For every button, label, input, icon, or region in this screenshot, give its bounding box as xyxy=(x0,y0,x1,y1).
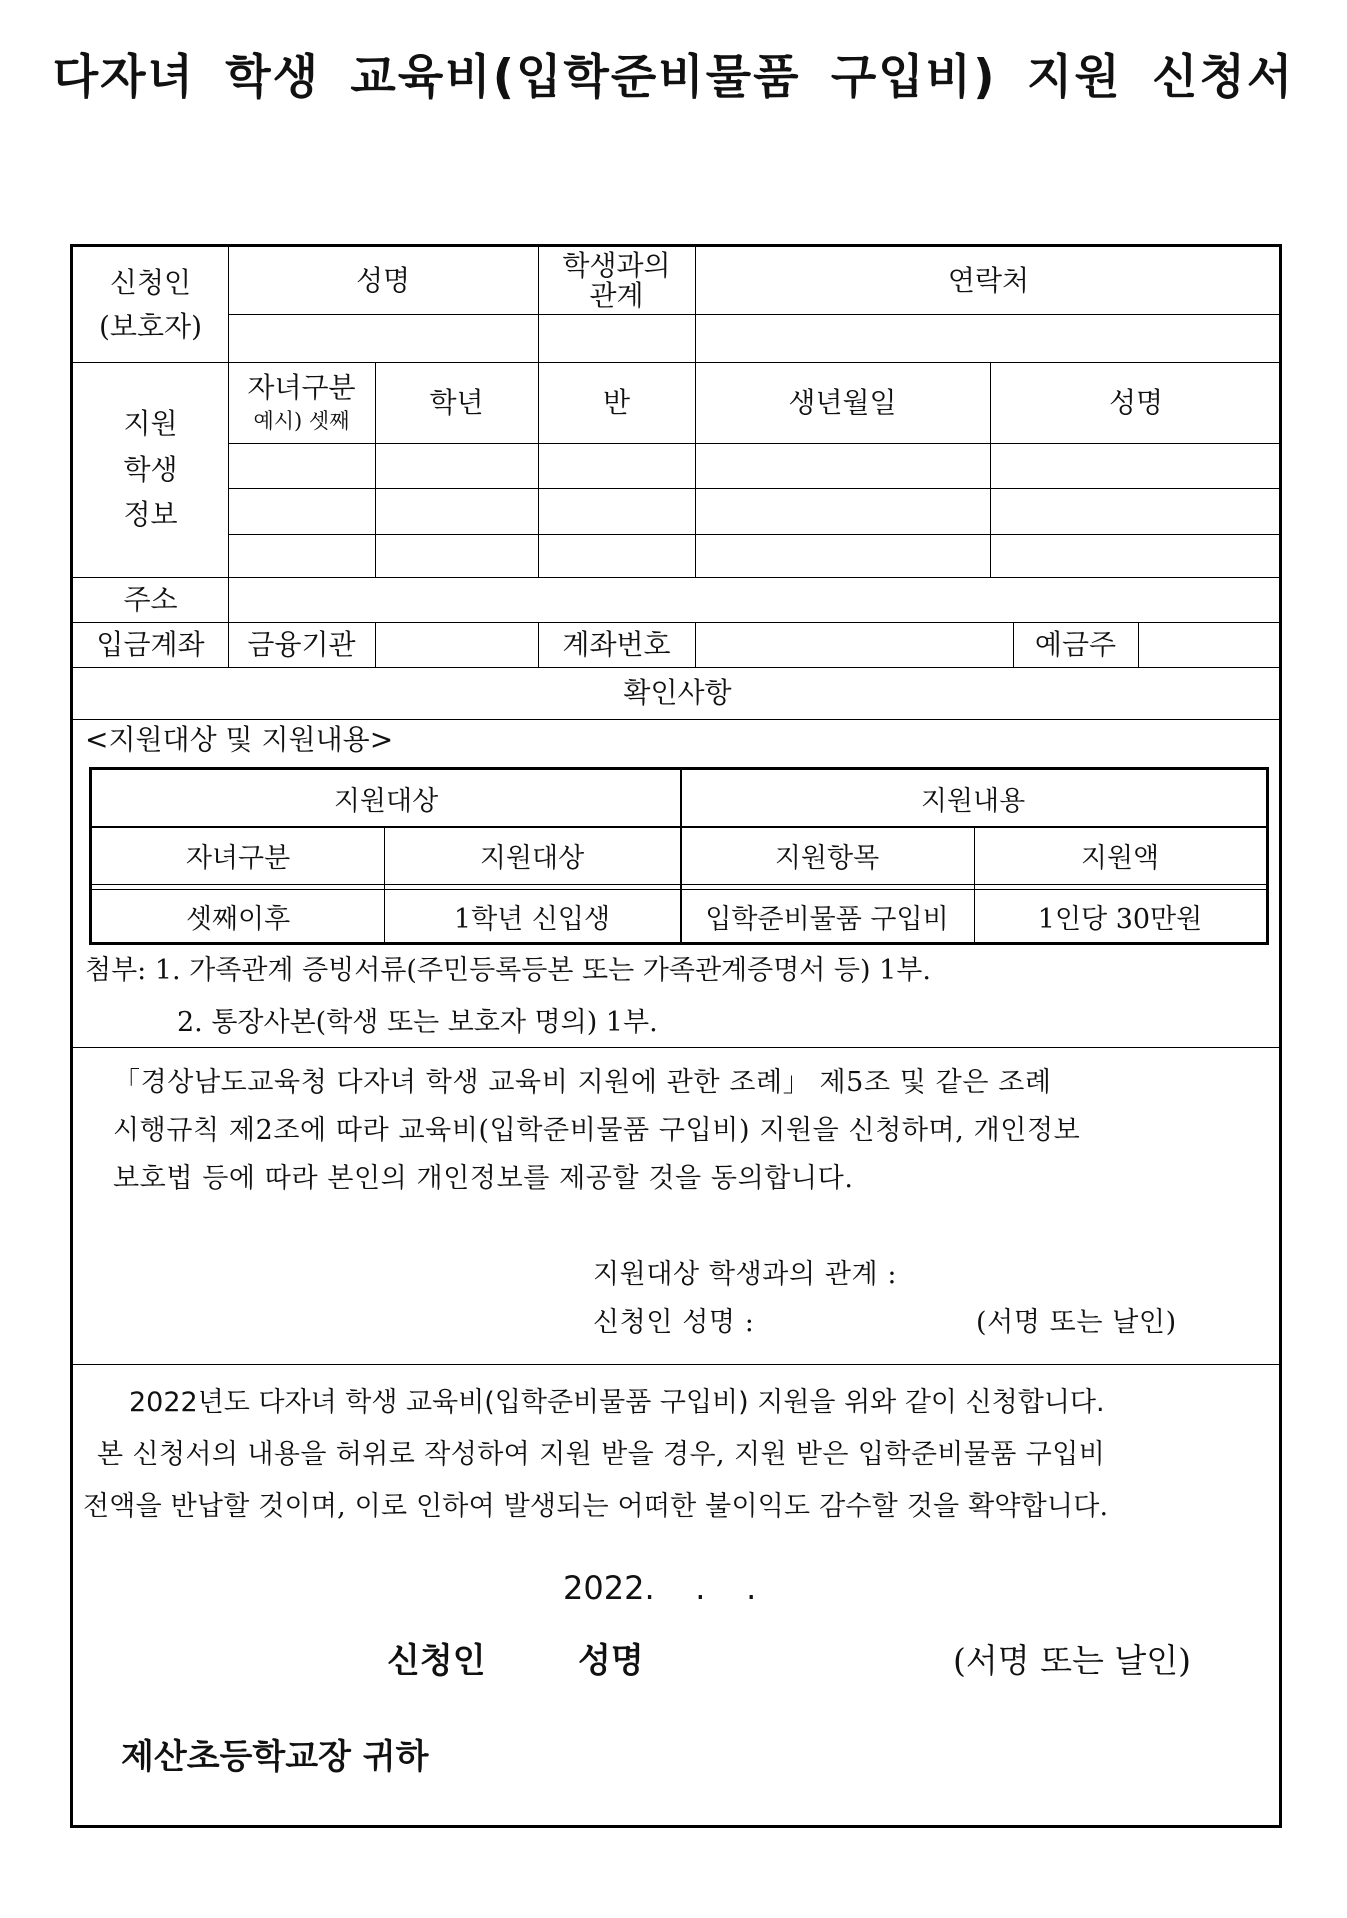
application-form xyxy=(70,244,1282,1828)
divider xyxy=(228,534,1282,535)
consent-line-2: 시행규칙 제2조에 따라 교육비(입학준비물품 구입비) 지원을 신청하며, 개인정보 xyxy=(113,1115,1081,1146)
support-heading: <지원대상 및 지원내용> xyxy=(85,723,394,756)
declaration-text: 2022년도 다자녀 학생 교육비(입학준비물품 구입비) 지원을 위와 같이 신청합니다. xyxy=(129,1387,1105,1418)
support-cell-target: 1학년 신입생 xyxy=(453,903,611,935)
attachment-line-1: 첨부: 1. 가족관계 증빙서류(주민등록등본 또는 가족관계증명서 등) 1부. xyxy=(85,955,931,986)
support-header-target: 지원대상 xyxy=(479,842,585,874)
account-holder-field[interactable] xyxy=(1140,624,1280,665)
applicant-label xyxy=(73,247,228,362)
consent-relation-label: 지원대상 학생과의 관계 : xyxy=(593,1259,898,1290)
consent-line-3: 보호법 등에 따라 본인의 개인정보를 제공할 것을 동의합니다. xyxy=(113,1163,854,1194)
divider xyxy=(73,1047,1282,1048)
bank-label: 금융기관 xyxy=(247,627,356,661)
confirm-header: 확인사항 xyxy=(623,676,732,710)
applicant-contact-field[interactable] xyxy=(697,316,1280,360)
birthdate-header: 생년월일 xyxy=(788,385,897,419)
declaration-line-2: 본 신청서의 내용을 허위로 작성하여 지원 받을 경우, 지원 받은 입학준비물품 구입비 xyxy=(97,1439,1106,1470)
consent-line-1: 「경상남도교육청 다자녀 학생 교육비 지원에 관한 조례」 제5조 및 같은 조례 xyxy=(113,1067,1052,1098)
support-group-target: 지원대상 xyxy=(333,785,439,817)
class-header: 반 xyxy=(602,385,631,419)
support-header-amount: 지원액 xyxy=(1080,842,1160,874)
support-header-item: 지원항목 xyxy=(774,842,880,874)
divider xyxy=(228,488,1282,489)
grade-header: 학년 xyxy=(429,385,484,419)
student-label-line3: 정보 xyxy=(123,498,178,532)
student-info-label xyxy=(73,362,228,577)
student-row-2[interactable] xyxy=(230,490,1280,533)
date-line: 2022. . . xyxy=(563,1569,757,1607)
contact-header: 연락처 xyxy=(947,263,1030,297)
signature-applicant-label: 신청인 xyxy=(387,1641,486,1681)
account-number-field[interactable] xyxy=(697,624,1011,665)
divider xyxy=(92,884,1266,885)
support-cell-amount: 1인당 30만원 xyxy=(1037,903,1203,935)
divider xyxy=(73,577,1282,578)
support-header-child-order: 자녀구분 xyxy=(185,842,291,874)
support-table xyxy=(89,767,1269,945)
applicant-label-line2: (보호자) xyxy=(99,309,202,343)
relation-header xyxy=(538,247,695,314)
student-row-1[interactable] xyxy=(230,445,1280,487)
form-title: 다자녀 학생 교육비(입학준비물품 구입비) 지원 신청서 xyxy=(52,50,1295,105)
declaration-line-3: 전액을 반납할 것이며, 이로 인하여 발생되는 어떠한 불이익도 감수할 것을 확약합니다. xyxy=(83,1491,1109,1522)
student-row-3[interactable] xyxy=(230,536,1280,576)
account-number-label: 계좌번호 xyxy=(562,627,671,661)
signature-name-label: 성명 xyxy=(578,1641,644,1681)
divider xyxy=(73,1364,1282,1365)
signature-sign-label: (서명 또는 날인) xyxy=(953,1641,1191,1680)
student-name-header: 성명 xyxy=(1108,385,1164,419)
student-label-line2: 학생 xyxy=(123,452,178,486)
divider xyxy=(375,622,376,667)
attachment-line-2: 2. 통장사본(학생 또는 보호자 명의) 1부. xyxy=(177,1007,658,1038)
applicant-relation-field[interactable] xyxy=(540,316,693,360)
account-holder-label: 예금주 xyxy=(1034,627,1117,661)
child-order-example: 예시) 셋째 xyxy=(253,408,350,433)
addressee: 제산초등학교장 귀하 xyxy=(121,1737,429,1777)
applicant-name-header: 성명 xyxy=(355,263,411,297)
child-order-header xyxy=(228,362,375,443)
divider xyxy=(228,314,1282,315)
divider xyxy=(228,443,1282,444)
child-order-label: 자녀구분 xyxy=(247,371,356,405)
address-label: 주소 xyxy=(123,582,178,616)
divider xyxy=(695,622,696,667)
student-label-line1: 지원 xyxy=(123,407,178,441)
relation-header-line1: 학생과의 xyxy=(562,249,671,283)
support-cell-child-order: 셋째이후 xyxy=(185,903,291,935)
consent-sign-label: (서명 또는 날인) xyxy=(976,1307,1177,1338)
consent-name-label: 신청인 성명 : xyxy=(593,1307,755,1338)
support-group-content: 지원내용 xyxy=(920,785,1026,817)
divider xyxy=(1138,622,1139,667)
relation-header-line2: 관계 xyxy=(589,278,644,312)
divider xyxy=(73,719,1282,720)
account-label: 입금계좌 xyxy=(96,627,205,661)
address-field[interactable] xyxy=(230,579,1280,620)
declaration-line-1 xyxy=(129,1387,1105,1419)
support-cell-item: 입학준비물품 구입비 xyxy=(705,903,949,935)
bank-field[interactable] xyxy=(377,624,536,665)
applicant-name-field[interactable] xyxy=(230,316,536,360)
applicant-label-line1: 신청인 xyxy=(109,265,192,299)
